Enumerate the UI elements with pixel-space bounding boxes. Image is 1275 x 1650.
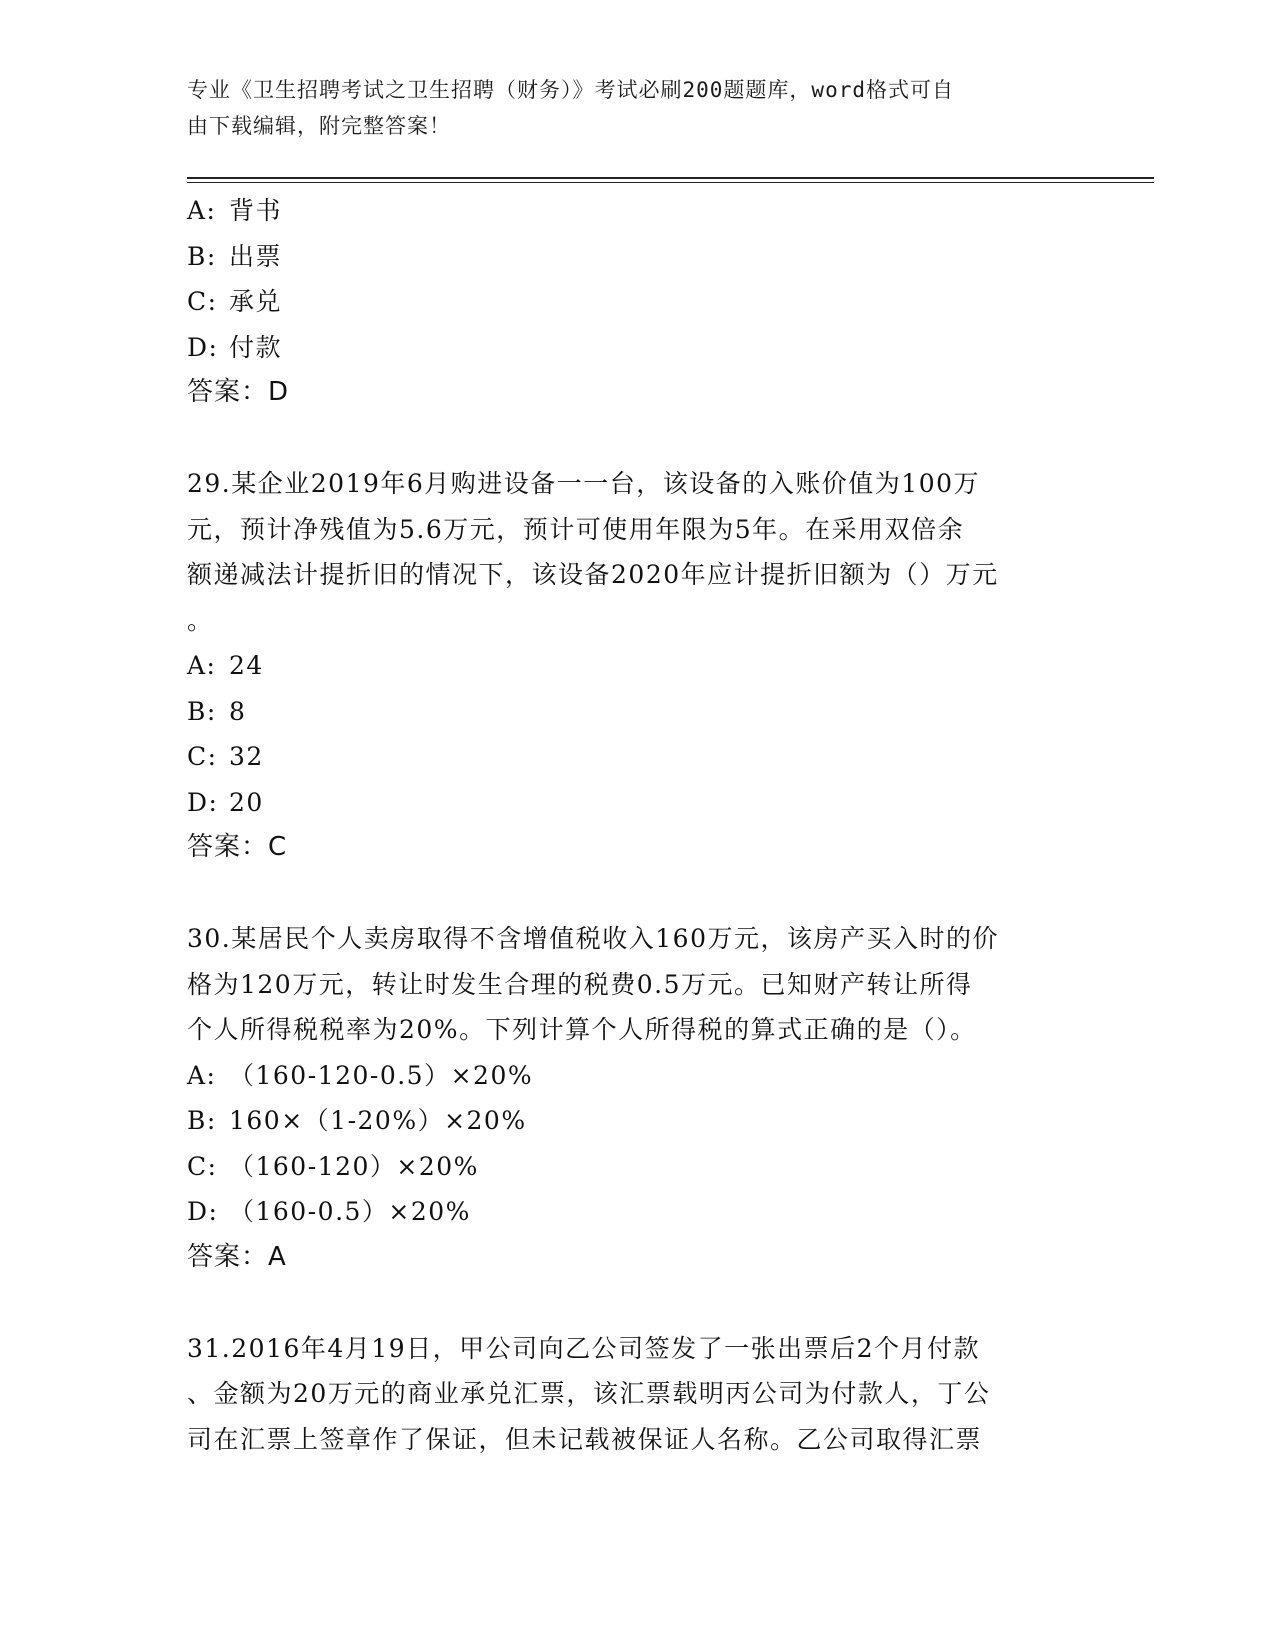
question-text-line: 额递减法计提折旧的情况下，该设备2020年应计提折旧额为（）万元 bbox=[187, 560, 999, 589]
option-text: 8 bbox=[229, 696, 247, 726]
option-letter: A: bbox=[187, 196, 217, 225]
question-text-line: 格为120万元，转让时发生合理的税费0.5万元。已知财产转让所得 bbox=[187, 969, 973, 999]
question-text-line: 29.某企业2019年6月购进设备一一台，该设备的入账价值为100万 bbox=[187, 469, 981, 498]
option-a bbox=[187, 643, 1087, 689]
option-text: 160×（1-20%）×20% bbox=[229, 1106, 527, 1135]
option-c bbox=[187, 734, 1087, 780]
option-letter: D: bbox=[187, 332, 219, 362]
header-line-1: 专业《卫生招聘考试之卫生招聘（财务）》考试必刷200题题库，word格式可自 bbox=[187, 78, 954, 102]
option-text: 付款 bbox=[229, 332, 283, 362]
document-body bbox=[187, 188, 1087, 1462]
option-letter: C: bbox=[187, 1151, 218, 1181]
spacer bbox=[187, 416, 1087, 462]
option-letter: B: bbox=[187, 241, 217, 271]
question-text-line: 。 bbox=[187, 605, 214, 635]
question-text-line: 、金额为20万元的商业承兑汇票，该汇票载明丙公司为付款人，丁公 bbox=[187, 1379, 991, 1408]
option-letter: A: bbox=[187, 1060, 217, 1090]
option-letter: A: bbox=[187, 651, 217, 680]
option-text: 出票 bbox=[229, 241, 283, 271]
option-b bbox=[187, 234, 1087, 280]
answer-line: 答案：A bbox=[187, 1241, 287, 1272]
option-letter: B: bbox=[187, 696, 217, 726]
answer-line: 答案：D bbox=[187, 377, 290, 407]
header-divider-thick bbox=[187, 177, 1154, 179]
question-text-line: 元，预计净残值为5.6万元，预计可使用年限为5年。在采用双倍余 bbox=[187, 514, 965, 544]
option-a bbox=[187, 188, 1087, 234]
option-text: 32 bbox=[229, 742, 264, 771]
option-b bbox=[187, 1098, 1087, 1144]
option-text: 背书 bbox=[229, 196, 283, 225]
option-c bbox=[187, 279, 1087, 325]
question-text-line: 司在汇票上签章作了保证，但未记载被保证人名称。乙公司取得汇票 bbox=[187, 1424, 983, 1454]
question-text-line: 个人所得税税率为20%。下列计算个人所得税的算式正确的是（）。 bbox=[187, 1015, 977, 1044]
option-letter: C: bbox=[187, 742, 218, 771]
spacer bbox=[187, 871, 1087, 917]
option-d bbox=[187, 325, 1087, 371]
option-c bbox=[187, 1144, 1087, 1190]
option-letter: C: bbox=[187, 287, 218, 316]
document-header bbox=[187, 72, 1067, 144]
option-letter: D: bbox=[187, 1197, 219, 1226]
option-d bbox=[187, 1189, 1087, 1235]
question-30 bbox=[187, 916, 1087, 1280]
question-29 bbox=[187, 461, 1087, 871]
question-text-line: 31.2016年4月19日，甲公司向乙公司签发了一张出票后2个月付款 bbox=[187, 1333, 981, 1363]
question-31 bbox=[187, 1326, 1087, 1463]
header-divider-thin bbox=[187, 182, 1154, 183]
option-text: （160-120）×20% bbox=[229, 1151, 479, 1181]
question-text-line: 30.某居民个人卖房取得不含增值税收入160万元，该房产买入时的价 bbox=[187, 924, 999, 953]
header-line-2: 由下载编辑，附完整答案！ bbox=[187, 114, 451, 138]
option-a bbox=[187, 1053, 1087, 1099]
option-d bbox=[187, 780, 1087, 826]
option-text: 24 bbox=[229, 651, 264, 680]
option-b bbox=[187, 689, 1087, 735]
option-letter: B: bbox=[187, 1106, 217, 1135]
spacer bbox=[187, 1280, 1087, 1326]
option-letter: D: bbox=[187, 787, 219, 817]
option-text: （160-0.5）×20% bbox=[229, 1197, 471, 1226]
answer-line: 答案：C bbox=[187, 832, 288, 862]
option-text: 20 bbox=[229, 787, 264, 817]
question-28 bbox=[187, 188, 1087, 416]
option-text: （160-120-0.5）×20% bbox=[229, 1060, 534, 1090]
option-text: 承兑 bbox=[229, 287, 283, 316]
